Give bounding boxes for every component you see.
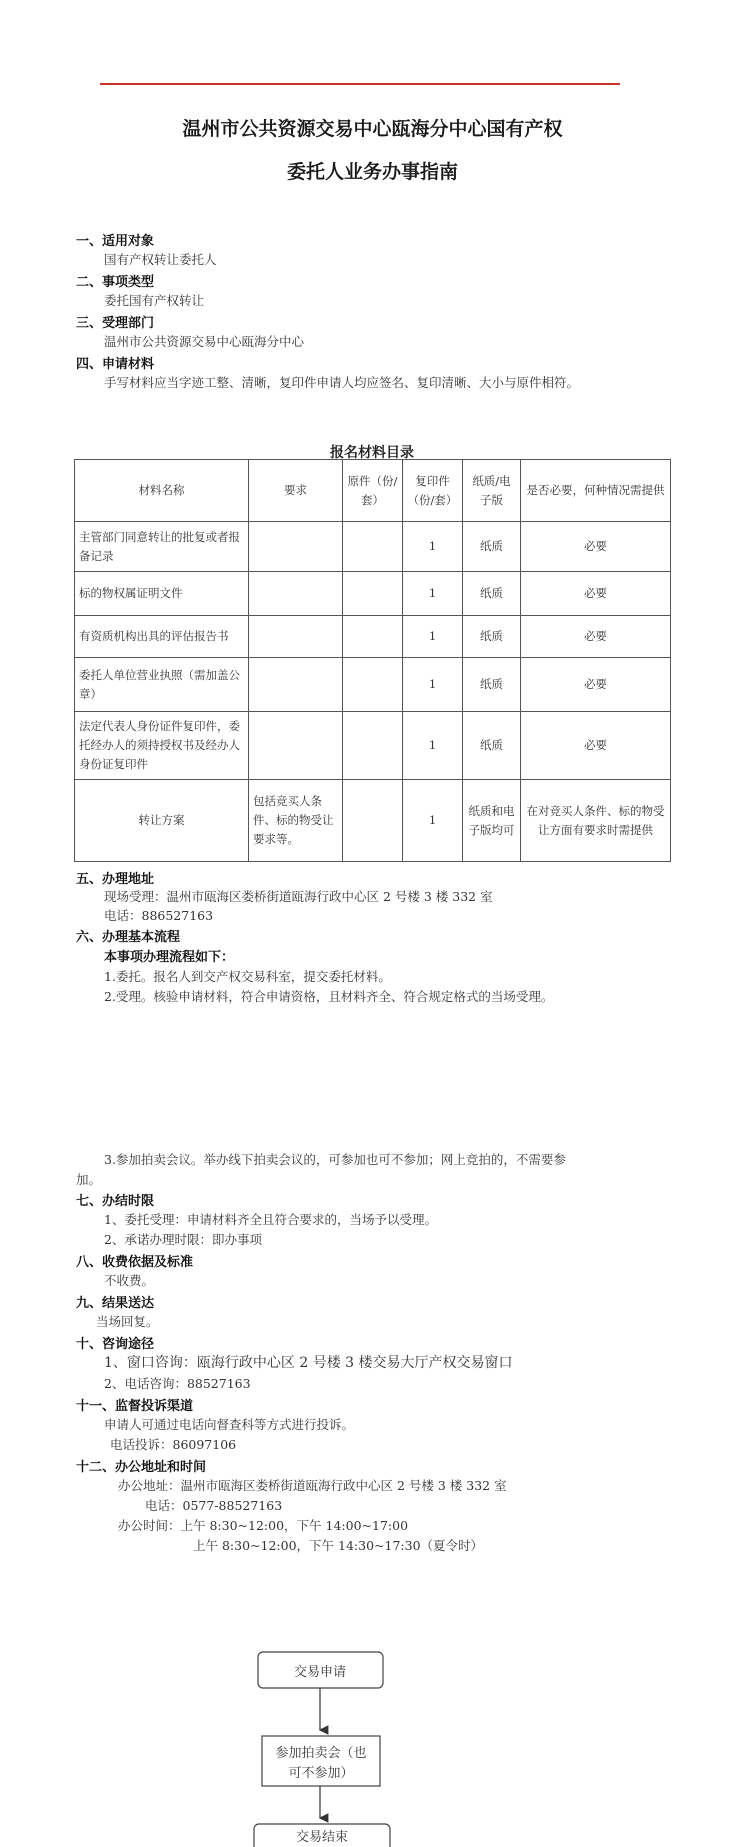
cell-medium: 纸质 [463,712,521,780]
section-9-line-1: 当场回复。 [96,1314,159,1329]
cell-name: 转让方案 [75,780,249,862]
section-9-heading: 九、结果送达 [76,1296,155,1311]
cell-need: 必要 [521,712,671,780]
header-medium: 纸质/电子版 [463,460,521,522]
section-6-subheading: 本事项办理流程如下： [104,950,235,965]
section-7-line-2: 2、承诺办理时限：即办事项 [104,1232,262,1247]
cell-req [249,522,343,572]
cell-orig [343,522,403,572]
flow-box-apply-label: 交易申请 [293,1665,347,1680]
section-10-line-2: 2、电话咨询：88527163 [104,1376,251,1391]
cell-medium: 纸质 [463,522,521,572]
section-12-hours: 办公时间：上午 8:30~12:00，下午 14:00~17:00 [118,1518,409,1533]
section-8-heading: 八、收费依据及标准 [76,1255,194,1270]
header-necessity: 是否必要，何种情况需提供 [521,460,671,522]
cell-medium: 纸质和电子版均可 [463,780,521,862]
section-12-hours-summer: 上午 8:30~12:00，下午 14:30~17:30（夏令时） [193,1538,484,1553]
table-row [75,658,671,712]
header-requirement: 要求 [249,460,343,522]
section-11-line-2: 电话投诉：86097106 [110,1437,237,1452]
cell-req [249,712,343,780]
doc-title-line2: 委托人业务办事指南 [286,161,458,183]
cell-copy: 1 [403,572,463,616]
section-5-address: 现场受理：温州市瓯海区娄桥街道瓯海行政中心区 2 号楼 3 楼 332 室 [104,889,493,904]
section-2-text: 委托国有产权转让 [104,293,205,308]
section-11-heading: 十一、监督投诉渠道 [76,1399,194,1414]
cell-name: 法定代表人身份证件复印件，委托经办人的须持授权书及经办人身份证复印件 [75,712,249,780]
section-12-heading: 十二、办公地址和时间 [76,1460,207,1475]
cell-name: 有资质机构出具的评估报告书 [75,616,249,658]
header-original: 原件（份/套） [343,460,403,522]
section-6-heading: 六、办理基本流程 [76,930,181,945]
section-6-step-3: 3.参加拍卖会议。举办线下拍卖会议的，可参加也可不参加；网上竞拍的，不需要参 [104,1152,566,1167]
cell-medium: 纸质 [463,616,521,658]
section-5-phone: 电话：886527163 [104,908,214,923]
section-3-text: 温州市公共资源交易中心瓯海分中心 [104,334,305,349]
section-10-heading: 十、咨询途径 [76,1337,155,1352]
table-row [75,616,671,658]
section-11-line-1: 申请人可通过电话向督查科等方式进行投诉。 [104,1417,355,1432]
cell-need: 必要 [521,616,671,658]
header-rule [100,83,620,85]
table-row [75,712,671,780]
cell-orig [343,616,403,658]
flow-box-auction-label-2: 可不参加） [288,1766,354,1781]
section-3-heading: 三、受理部门 [76,316,155,331]
cell-req [249,616,343,658]
cell-req [249,572,343,616]
cell-orig [343,780,403,862]
cell-medium: 纸质 [463,658,521,712]
header-copy: 复印件（份/套） [403,460,463,522]
section-1-text: 国有产权转让委托人 [104,252,217,267]
cell-medium: 纸质 [463,572,521,616]
cell-need: 必要 [521,658,671,712]
section-7-heading: 七、办结时限 [76,1194,155,1209]
table-row [75,572,671,616]
cell-req [249,658,343,712]
materials-table-title: 报名材料目录 [330,445,414,461]
section-2-heading: 二、事项类型 [76,275,155,290]
section-12-address: 办公地址：温州市瓯海区娄桥街道瓯海行政中心区 2 号楼 3 楼 332 室 [118,1478,507,1493]
process-flowchart [0,1640,745,1847]
materials-table [74,459,671,862]
cell-copy: 1 [403,616,463,658]
cell-copy: 1 [403,658,463,712]
cell-need: 必要 [521,572,671,616]
section-1-heading: 一、适用对象 [76,234,155,249]
cell-orig [343,658,403,712]
cell-copy: 1 [403,522,463,572]
flow-box-auction-label-1: 参加拍卖会（也 [275,1746,367,1761]
cell-orig [343,712,403,780]
cell-copy: 1 [403,712,463,780]
cell-orig [343,572,403,616]
cell-name: 委托人单位营业执照（需加盖公章） [75,658,249,712]
section-6-step-3-cont: 加。 [76,1172,102,1187]
doc-title-line1: 温州市公共资源交易中心瓯海分中心国有产权 [182,118,563,140]
section-6-step-1: 1.委托。报名人到交产权交易科室，提交委托材料。 [104,969,391,984]
flow-box-end-label: 交易结束 [295,1830,349,1845]
section-7-line-1: 1、委托受理：申请材料齐全且符合要求的，当场予以受理。 [104,1212,437,1227]
section-10-line-1: 1、窗口咨询：瓯海行政中心区 2 号楼 3 楼交易大厅产权交易窗口 [104,1355,513,1371]
section-4-text: 手写材料应当字迹工整、清晰，复印件申请人均应签名、复印清晰、大小与原件相符。 [104,375,580,390]
cell-name: 主管部门同意转让的批复或者报备记录 [75,522,249,572]
cell-need: 必要 [521,522,671,572]
section-12-phone: 电话：0577-88527163 [145,1498,283,1513]
section-6-step-2: 2.受理。核验申请材料，符合申请资格，且材料齐全、符合规定格式的当场受理。 [104,989,554,1004]
header-material-name: 材料名称 [75,460,249,522]
table-row [75,780,671,862]
cell-copy: 1 [403,780,463,862]
cell-name: 标的物权属证明文件 [75,572,249,616]
section-4-heading: 四、申请材料 [76,357,155,372]
section-5-heading: 五、办理地址 [76,872,155,887]
cell-req: 包括竞买人条件、标的物受让要求等。 [249,780,343,862]
table-header-row [75,460,671,522]
cell-need: 在对竞买人条件、标的物受让方面有要求时需提供 [521,780,671,862]
table-row [75,522,671,572]
section-8-line-1: 不收费。 [104,1273,155,1288]
